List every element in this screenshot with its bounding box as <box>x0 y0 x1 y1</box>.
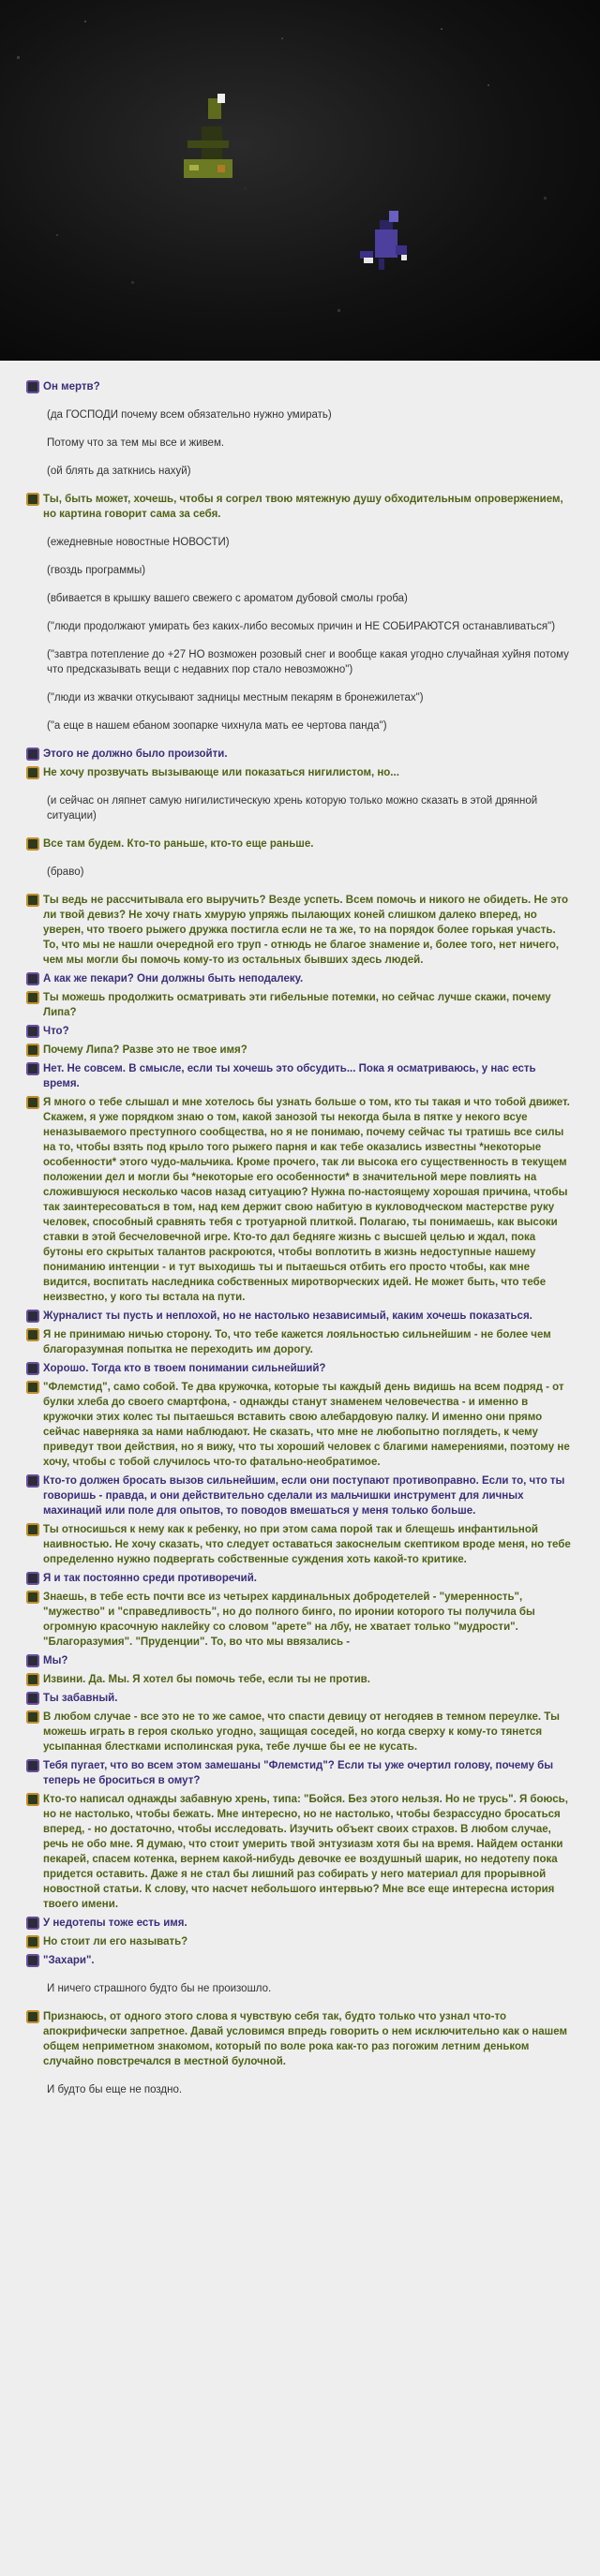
dialogue-text: Все там будем. Кто-то раньше, кто-то еще раньше. <box>43 838 314 850</box>
speaker-portrait-icon-green <box>26 766 39 779</box>
dialogue-text: Ты ведь не рассчитывала его выручить? Везде успеть. Всем помочь и никого не обидеть. Не это ли твой девиз? Не хочу гнать хмурую упряжь пылающих коней слишком далеко вперед, но уверен, что твоего рыжего дружка постигла если не та же, то на порядок более горькая участь. То, что мы не нашли очередной его труп - отнюдь не благое знамение и, более того, нет ничего, чем мы могли бы помочь кому-то из остальных бывших здесь людей. <box>43 895 569 966</box>
speaker-portrait-icon-green <box>26 1381 39 1394</box>
dialogue-line <box>26 1327 574 1357</box>
dialogue-line <box>26 1361 574 1376</box>
dialogue-line <box>26 1380 574 1470</box>
figure-left <box>184 94 232 178</box>
dialogue-text: Он мертв? <box>43 381 100 392</box>
dialogue-line <box>26 1590 574 1650</box>
dialogue-line <box>26 1691 574 1706</box>
dialogue-line <box>26 1672 574 1687</box>
dialogue-line <box>26 1953 574 1968</box>
speaker-portrait-icon-purple <box>26 1025 39 1038</box>
speaker-portrait-icon-purple <box>26 1692 39 1705</box>
dialogue-text: Ты относишься к нему как к ребенку, но при этом сама порой так и блещешь инфантильной наивностью. Не хочу сказать, что следует оставаться закоснелым скептиком вроде меня, но тебе определенно нужно подвергать собственные суждения хоть какой-то критике. <box>43 1524 571 1565</box>
speaker-portrait-icon-purple <box>26 1362 39 1375</box>
speaker-portrait-icon-purple <box>26 972 39 985</box>
dialogue-text: У недотепы тоже есть имя. <box>43 1917 188 1929</box>
dialogue-text: Кто-то написал однажды забавную хрень, типа: "Бойся. Без этого нельзя. Но не трусь". Я боюсь, но не настолько, чтобы бежать. Мне интересно, но не настолько, чтобы безрассудно бросаться вперед, - но достаточно, чтобы исследовать. Изучить объект своих страхов. В любом случае, речь не обо мне. Я думаю, что стоит умерить твой энтузиазм хотя бы на время. Найдем останки пекарей, спасем котенка, вернем какой-нибудь девочке ее воздушный шарик, но недотепу пока придется оставить. Даже я не стал бы лишний раз собирать у него материал для прорывной новостной статьи. К слову, что насчет небольшого интервью? Мне все еще интересна история твоего имени. <box>43 1794 568 1910</box>
dialogue-text: Я много о тебе слышал и мне хотелось бы узнать больше о том, кто ты такая и что тобой движет. Скажем, я уже порядком знаю о том, какой занозой ты некогда была в пятке у некого всуе неназываемого преступного сообщества, но я не понимаю, почему сейчас ты тратишь все силы на то, чтобы взять под крыло того рыжего парня и как тебе оказались известны *некоторые особенности* этого чудо-мальчика. Кроме прочего, так ли высока его существенность в текущем положении дел и могли бы *некоторые его особенности* в значительной мере повлиять на сложившуюся несколько часов назад ситуацию? Нужна по-настоящему хорошая причина, чтобы так заинтересоваться в том, над кем держит свою набитую в кукловодческом мастерстве руку человек, способный сравнять тебя с тротуарной плиткой. Полагаю, ты понимаешь, как высоки ставки в этой бесчеловечной игре. Кто-то дал бедняге жизнь с высшей целью и ждал, пока бутоны его скрытых талантов раскроются, чтобы воплотить в жизнь недоступные нашему пониманию интенции - и тут выходишь ты и пытаешься отбить его просто чтобы, как мне видится, воспитать наследника собственных миротворческих идей. Не может быть, что тебе неизвестно, у кого ты встала на пути. <box>43 1097 570 1303</box>
narration-line: И ничего страшного будто бы не произошло. <box>47 1983 272 1994</box>
narration-line: ("а еще в нашем ебаном зоопарке чихнула мать ее чертова панда") <box>47 720 387 732</box>
narration-line: (браво) <box>47 866 84 878</box>
dialogue-text: Мы? <box>43 1655 68 1666</box>
speaker-portrait-icon-purple <box>26 1062 39 1075</box>
narration-line: ("люди продолжают умирать без каких-либо весомых причин и НЕ СОБИРАЮТСЯ останавливаться") <box>47 621 556 632</box>
speaker-portrait-icon-purple <box>26 380 39 393</box>
figure-right <box>360 211 407 270</box>
dialogue-line <box>26 2009 574 2069</box>
dialogue-line <box>26 1916 574 1931</box>
dialogue-line <box>26 1024 574 1039</box>
dialogue-text: Не хочу прозвучать вызывающе или показаться нигилистом, но... <box>43 767 399 778</box>
dialogue-line <box>26 747 574 762</box>
dialogue-text: В любом случае - все это не то же самое, что спасти девицу от негодяев в темном переулке. Ты можешь играть в героя сколько угодно, защищая соседей, но когда сверху к кому-то тянется усыпанная блестками исполинская рука, тебе лучше бы ее не кусать. <box>43 1711 560 1753</box>
speaker-portrait-icon-purple <box>26 1474 39 1488</box>
speaker-portrait-icon-purple <box>26 1572 39 1585</box>
dialogue-text: Извини. Да. Мы. Я хотел бы помочь тебе, если ты не против. <box>43 1674 370 1685</box>
dialogue-text: "Захари". <box>43 1955 95 1966</box>
dialogue-line <box>26 1095 574 1305</box>
speaker-portrait-icon-green <box>26 837 39 851</box>
dialogue-text: Кто-то должен бросать вызов сильнейшим, если они поступают противоправно. Если то, что ты говоришь - правда, и они действительно сделали из мальчишки инструмент для личных махинаций или поле для опытов, то поводов вмешаться у меня только больше. <box>43 1475 565 1517</box>
dialogue-text: Признаюсь, от одного этого слова я чувствую себя так, будто только что узнал что-то апокрифически запретное. Давай условимся впредь говорить о нем исключительно как о нашем общем неприметном знакомом, который по воле рока как-то раз погожим летним деньком случайно повстречался в местной булочной. <box>43 2011 567 2067</box>
speaker-portrait-icon-green <box>26 991 39 1004</box>
dialogue-text: Журналист ты пусть и неплохой, но не настолько независимый, каким хочешь показаться. <box>43 1310 532 1322</box>
dialogue-text: Я не принимаю ничью сторону. То, что тебе кажется лояльностью сильнейшим - не более чем благоразумная попытка не переходить им дорогу. <box>43 1329 551 1355</box>
speaker-portrait-icon-green <box>26 1523 39 1536</box>
speaker-portrait-icon-green <box>26 1044 39 1057</box>
dialogue-line <box>26 1309 574 1324</box>
dialogue-line <box>26 1061 574 1091</box>
dialogue-line <box>26 836 574 851</box>
dialogue-text: Почему Липа? Разве это не твое имя? <box>43 1044 248 1056</box>
dialogue-line <box>26 1043 574 1058</box>
narration-line: (да ГОСПОДИ почему всем обязательно нужно умирать) <box>47 409 332 421</box>
dialogue-line <box>26 765 574 780</box>
dialogue-text: Хорошо. Тогда кто в твоем понимании сильнейший? <box>43 1363 326 1374</box>
speaker-portrait-icon-purple <box>26 1654 39 1667</box>
dialogue-line <box>26 1473 574 1518</box>
dialogue-text: Что? <box>43 1026 69 1037</box>
narration-line: Потому что за тем мы все и живем. <box>47 437 225 449</box>
dialogue-line <box>26 1758 574 1788</box>
speaker-portrait-icon-green <box>26 894 39 907</box>
speaker-portrait-icon-green <box>26 1673 39 1686</box>
narration-line: (ой блять да заткнись нахуй) <box>47 466 191 477</box>
speaker-portrait-icon-green <box>26 1328 39 1341</box>
narration-line: (вбивается в крышку вашего свежего с ароматом дубовой смолы гроба) <box>47 593 408 604</box>
dialogue-text: Ты, быть может, хочешь, чтобы я согрел твою мятежную душу обходительным опровержением, но картина говорит сама за себя. <box>43 494 563 520</box>
dialogue-text: "Флемстид", само собой. Те два кружочка, которые ты каждый день видишь на всем подряд - от булки хлеба до своего смартфона, - однажды станут знаменем человечества - и именно в кружочки этих колес ты пытаешься вставить свою алебардовую палку. И именно они прямо сейчас наверняка за нами наблюдают. Не сказать, что мне не любопытно поглядеть, к чему приведут твои действия, но я вижу, что ты хороший человек с благими намерениями, поэтому не хочу, чтобы с тобой случилось что-то фатально-необратимое. <box>43 1382 570 1468</box>
narration-line: И будто бы еще не поздно. <box>47 2084 183 2095</box>
speaker-portrait-icon-purple <box>26 1310 39 1323</box>
dialogue-text: А как же пекари? Они должны быть неподалеку. <box>43 973 304 985</box>
dialogue-line <box>26 893 574 968</box>
scene-noise <box>17 21 547 312</box>
speaker-portrait-icon-green <box>26 1793 39 1806</box>
dialogue-line <box>26 990 574 1020</box>
narration-line: ("люди из жвачки откусывают задницы местным пекарям в бронежилетах") <box>47 692 424 703</box>
speaker-portrait-icon-green <box>26 493 39 506</box>
dialogue-text: Ты можешь продолжить осматривать эти гибельные потемки, но сейчас лучше скажи, почему Липа? <box>43 992 551 1018</box>
scene-art <box>0 0 600 361</box>
dialogue-line <box>26 492 574 522</box>
dialogue-line <box>26 971 574 986</box>
narration-line: (гвоздь программы) <box>47 565 146 576</box>
dialogue-text: Нет. Не совсем. В смысле, если ты хочешь это обсудить... Пока я осматриваюсь, у нас есть время. <box>43 1063 536 1089</box>
dialogue-line <box>26 379 574 394</box>
speaker-portrait-icon-green <box>26 2010 39 2023</box>
narration-line: (ежедневные новостные НОВОСТИ) <box>47 537 230 548</box>
dialogue-line <box>26 1571 574 1586</box>
dialogue-text: Ты забавный. <box>43 1693 118 1704</box>
speaker-portrait-icon-purple <box>26 1759 39 1772</box>
dialogue-text: Этого не должно было произойти. <box>43 748 228 760</box>
dialogue-line <box>26 1792 574 1912</box>
speaker-portrait-icon-green <box>26 1096 39 1109</box>
speaker-portrait-icon-green <box>26 1935 39 1948</box>
speaker-portrait-icon-purple <box>26 1954 39 1967</box>
dialogue-text: Знаешь, в тебе есть почти все из четырех кардинальных добродетелей - "умеренность", "мужество" и "справедливость", но до полного бинго, по иронии которого ты получила бы огромную красочную наклейку со словом "арете" на лбу, не хватает только "мудрости". "Благоразумия". "Пруденции". То, во что мы ввязались - <box>43 1591 535 1648</box>
game-scene <box>0 0 600 361</box>
speaker-portrait-icon-purple <box>26 1917 39 1930</box>
dialogue-text: Но стоит ли его называть? <box>43 1936 188 1947</box>
dialogue-line <box>26 1653 574 1668</box>
speaker-portrait-icon-green <box>26 1710 39 1724</box>
narration-line: ("завтра потепление до +27 НО возможен розовый снег и вообще какая угодно случайная хуйня потому что предсказывать вещи с недавних пор стало невозможно") <box>47 649 569 675</box>
narration-line: (и сейчас он ляпнет самую нигилистическую хрень которую только можно сказать в этой дрянной ситуации) <box>47 795 538 822</box>
speaker-portrait-icon-purple <box>26 748 39 761</box>
dialogue-line <box>26 1710 574 1754</box>
dialogue-text: Тебя пугает, что во всем этом замешаны "Флемстид"? Если ты уже очертил голову, почему бы теперь не броситься в омут? <box>43 1760 554 1786</box>
dialogue-text: Я и так постоянно среди противоречий. <box>43 1573 257 1584</box>
dialogue-line <box>26 1934 574 1949</box>
dialogue-log <box>0 361 600 2097</box>
speaker-portrait-icon-green <box>26 1591 39 1604</box>
dialogue-line <box>26 1522 574 1567</box>
